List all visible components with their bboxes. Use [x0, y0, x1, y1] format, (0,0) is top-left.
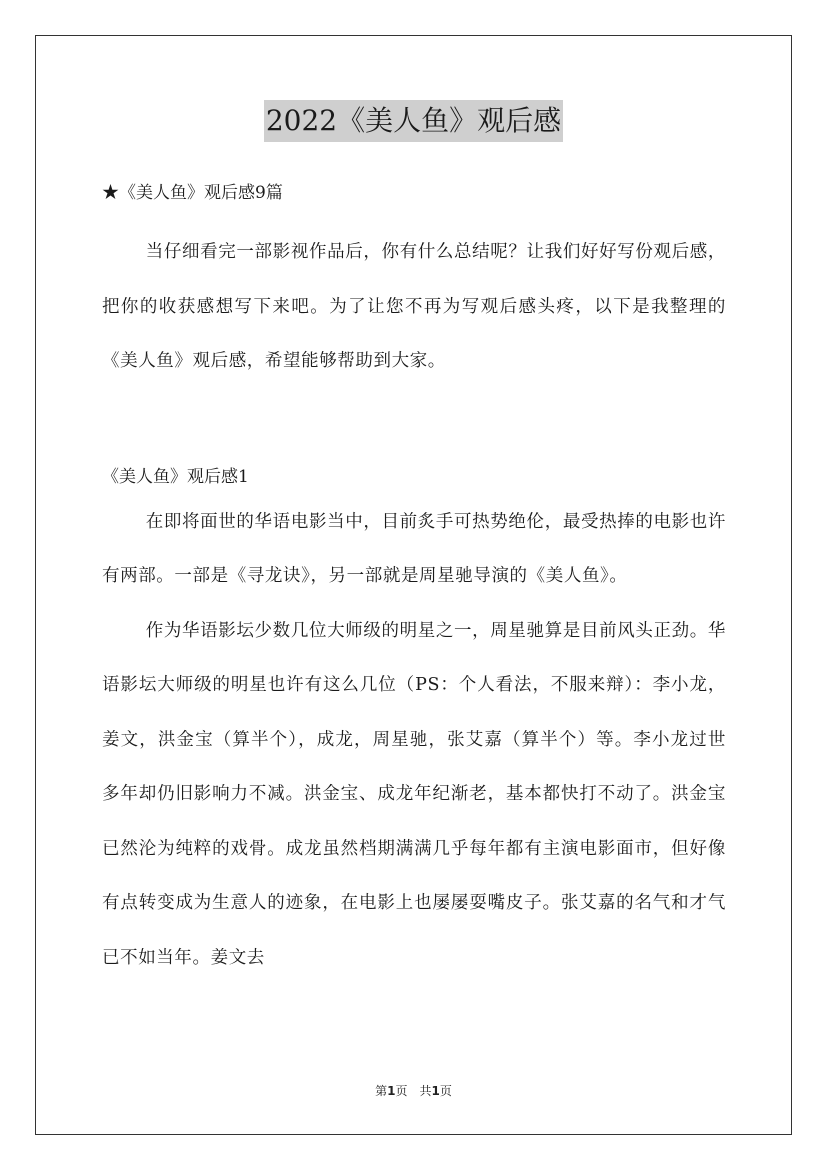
document-title: 2022《美人鱼》观后感 [264, 100, 563, 142]
total-page-number: 1 [431, 1084, 440, 1098]
section-heading: 《美人鱼》观后感1 [102, 466, 249, 487]
intro-paragraph: 当仔细看完一部影视作品后，你有什么总结呢？让我们好好写份观后感，把你的收获感想写下来吧。为了让您不再为写观后感头疼，以下是我整理的《美人鱼》观后感，希望能够帮助到大家。 [102, 242, 726, 371]
body-paragraph: 在即将面世的华语电影当中，目前炙手可热势绝伦，最受热捧的电影也许有两部。一部是《寻龙诀》，另一部就是周星驰导演的《美人鱼》。 [102, 511, 726, 586]
document-body [102, 175, 726, 985]
document-subtitle: ★《美人鱼》观后感9篇 [102, 183, 283, 203]
title-container [0, 100, 827, 142]
footer-suffix: 页 [439, 1084, 452, 1098]
body-paragraph: 作为华语影坛少数几位大师级的明星之一，周星驰算是目前风头正劲。华语影坛大师级的明星也许有这么几位（PS：个人看法，不服来辩）：李小龙，姜文，洪金宝（算半个），成龙，周星驰，张艾嘉（算半个）等。李小龙过世多年却仍旧影响力不减。洪金宝、成龙年纪渐老，基本都快打不动了。洪金宝已然沦为纯粹的戏骨。成龙虽然档期满满几乎每年都有主演电影面市，但好像有点转变成为生意人的迹象，在电影上也屡屡耍嘴皮子。张艾嘉的名气和才气已不如当年。姜文去 [102, 620, 726, 968]
footer-mid: 页 共 [395, 1084, 432, 1098]
page-footer [0, 1082, 827, 1099]
current-page-number: 1 [387, 1084, 396, 1098]
footer-prefix: 第 [375, 1084, 388, 1098]
